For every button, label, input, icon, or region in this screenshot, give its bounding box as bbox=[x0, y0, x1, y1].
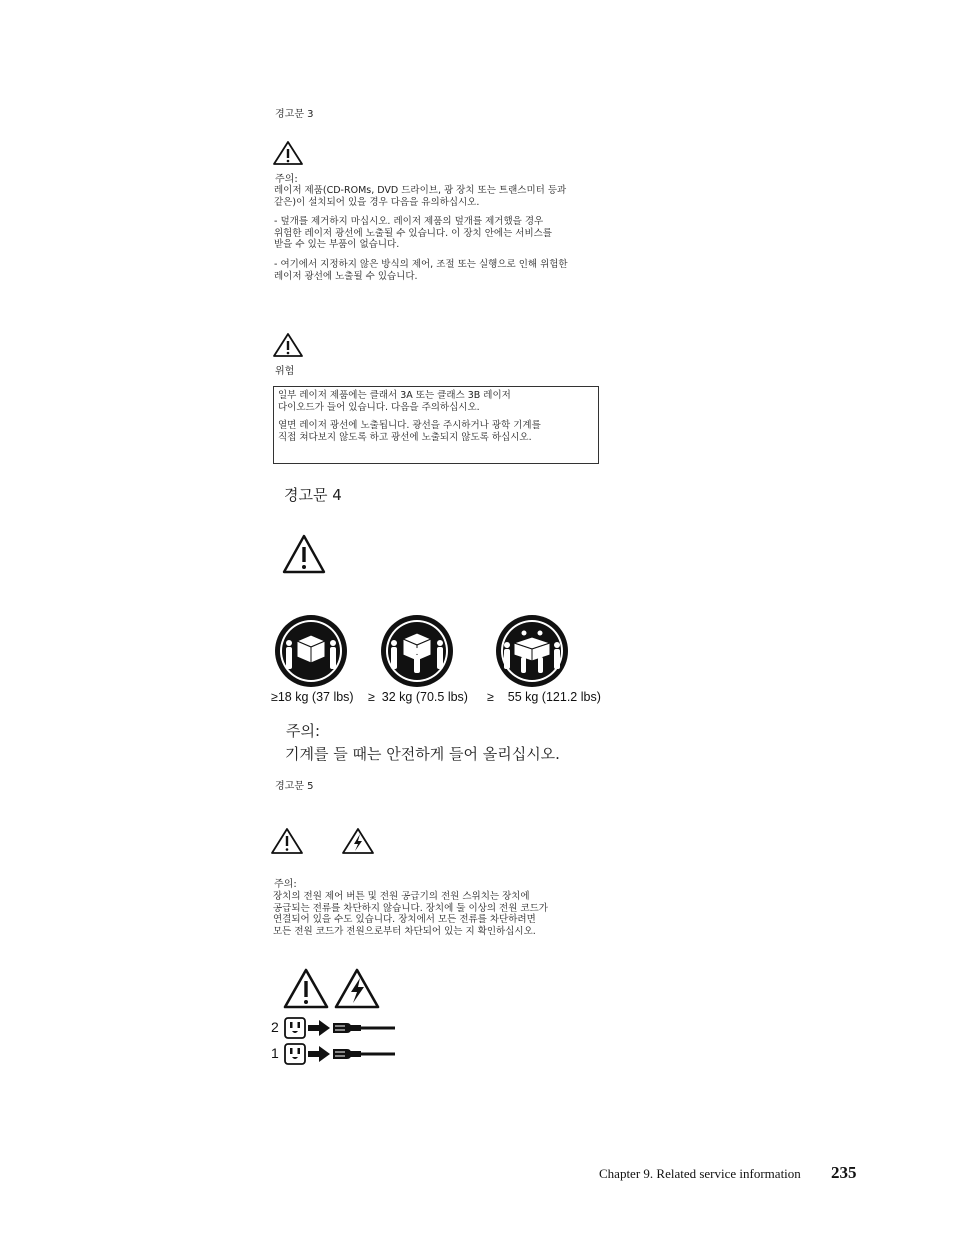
danger-label: 위험 bbox=[275, 366, 295, 377]
statement4-heading: 경고문 4 bbox=[284, 486, 342, 504]
statement3-caution-label: 주의: bbox=[275, 174, 298, 185]
electrical-hazard-icon bbox=[333, 967, 381, 1011]
danger-notice-box bbox=[273, 386, 599, 464]
lift-four-person-icon bbox=[494, 613, 570, 689]
weight-label-55kg: ≥ 55 kg (121.2 lbs) bbox=[487, 690, 601, 704]
statement3-heading: 경고문 3 bbox=[275, 109, 314, 120]
statement4-caution-text: 기계를 들 때는 안전하게 들어 올리십시오. bbox=[285, 745, 560, 763]
warning-triangle-icon bbox=[281, 533, 327, 575]
page-number: 235 bbox=[831, 1163, 857, 1182]
statement5-caution-label: 주의: bbox=[274, 879, 297, 890]
danger-triangle-icon bbox=[272, 332, 304, 358]
weight-label-32kg: ≥ 32 kg (70.5 lbs) bbox=[368, 690, 468, 704]
danger-box-para-1: 일부 레이저 제품에는 클래서 3A 또는 클래스 3B 레이저 다이오드가 들어 있습니다. 다음을 주의하십시오. bbox=[278, 390, 511, 413]
weight-label-18kg: ≥18 kg (37 lbs) bbox=[271, 690, 354, 704]
footer-chapter: Chapter 9. Related service information bbox=[599, 1166, 801, 1181]
warning-triangle-icon bbox=[270, 827, 304, 855]
warning-triangle-icon bbox=[282, 967, 330, 1011]
unplug-cord-icon bbox=[283, 1016, 397, 1040]
statement3-intro: 레이저 제품(CD-ROMs, DVD 드라이브, 광 장치 또는 트랜스미터 등과 같은)이 설치되어 있을 경우 다음을 유의하십시오. bbox=[274, 185, 567, 208]
danger-box-para-2: 열면 레이저 광선에 노출됩니다. 광선을 주시하거나 광학 기계를 직접 쳐다보지 않도록 하고 광선에 노출되지 않도록 하십시오. bbox=[278, 420, 541, 443]
electrical-hazard-icon bbox=[341, 827, 375, 855]
statement3-item-1: - 덮개를 제거하지 마십시오. 레이저 제품의 덮개를 제거했을 경우 위험한 레이저 광선에 노출될 수 있습니다. 이 장치 안에는 서비스를 받을 수 있는 부품이 없습니다. bbox=[274, 216, 552, 250]
lift-two-person-icon bbox=[273, 613, 349, 689]
power-cord-label-1: 1 bbox=[271, 1045, 279, 1061]
power-cord-label-2: 2 bbox=[271, 1019, 279, 1035]
lift-three-person-icon bbox=[379, 613, 455, 689]
statement3-item-2: - 여기에서 지정하지 않은 방식의 제어, 조절 또는 실행으로 인해 위험한 레이저 광선에 노출될 수 있습니다. bbox=[274, 259, 568, 282]
statement5-text: 장치의 전원 제어 버튼 및 전원 공급기의 전원 스위치는 장치에 공급되는 전류를 차단하지 않습니다. 장치에 둘 이상의 전원 코드가 연결되어 있을 수도 있습니다. 장치에서 모든 전류를 차단하려면 모든 전원 코드가 전원으로부터 차단되어 있는 지 확인하십시오. bbox=[273, 891, 548, 937]
unplug-cord-icon bbox=[283, 1042, 397, 1066]
warning-triangle-icon bbox=[272, 140, 304, 166]
statement5-heading: 경고문 5 bbox=[275, 781, 314, 792]
statement4-caution-label: 주의: bbox=[286, 722, 321, 740]
